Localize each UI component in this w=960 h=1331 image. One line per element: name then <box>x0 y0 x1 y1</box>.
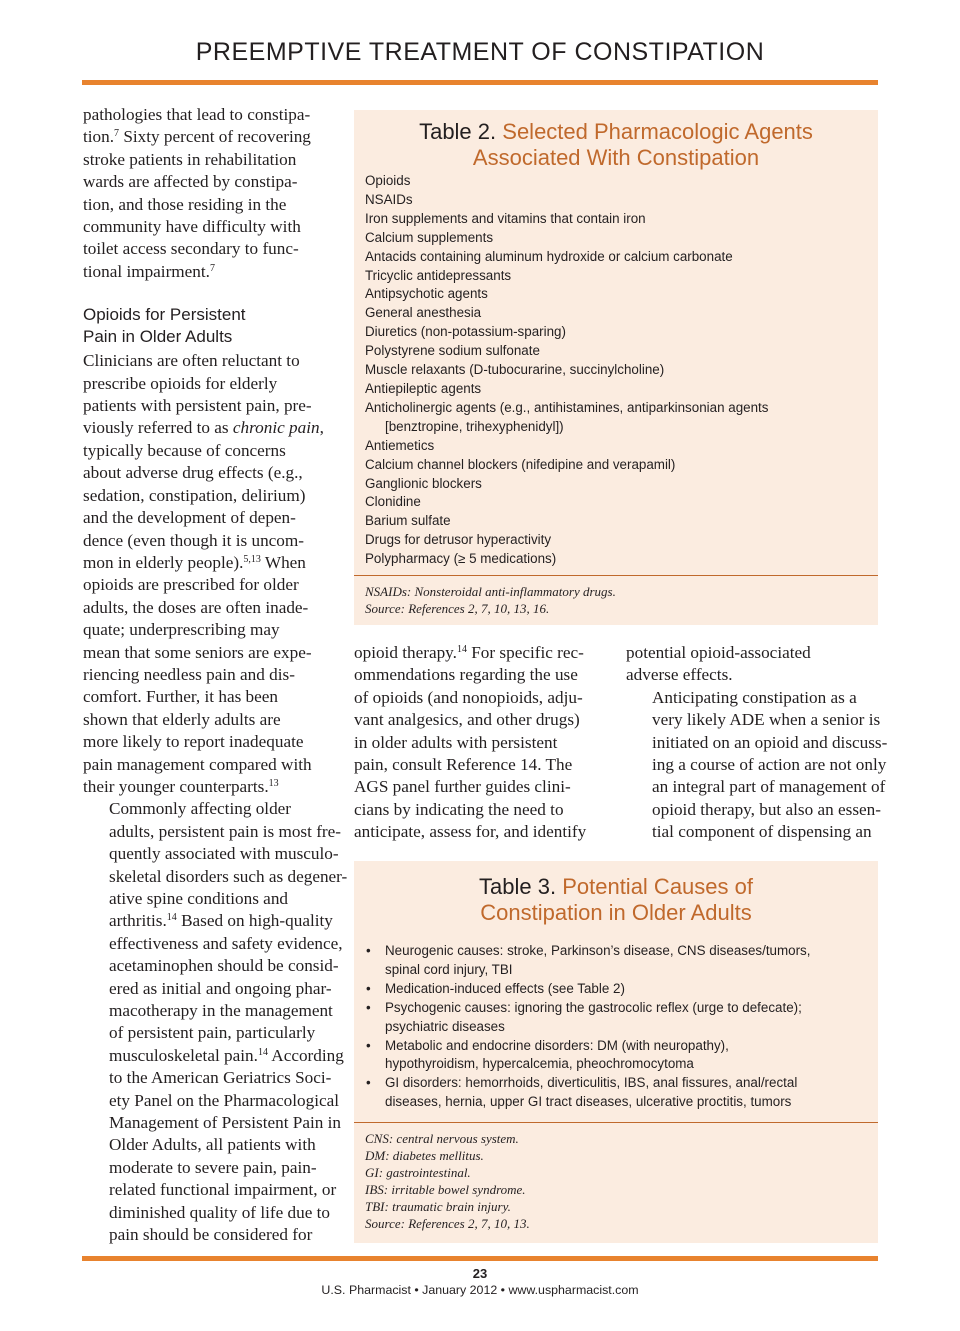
text-line: cians by indicating the need to <box>354 799 564 819</box>
list-item: Opioids <box>365 173 411 188</box>
text-line: quently associated with musculo- <box>109 844 339 864</box>
text-line: musculoskeletal pain.$^{14}$ According <box>109 1045 344 1065</box>
table-divider <box>354 575 878 576</box>
table-divider <box>354 1122 878 1123</box>
text-line: acetaminophen should be consid- <box>109 956 339 976</box>
text-line: wards are affected by constipa- <box>83 172 298 192</box>
list-item: Barium sulfate <box>365 513 451 529</box>
text-line: viously referred to as chronic pain, <box>83 418 324 438</box>
text-line: pain management compared with <box>83 754 312 774</box>
list-item: [benztropine, trihexyphenidyl]) <box>385 418 564 434</box>
text-line: adverse effects. <box>626 665 733 685</box>
list-item: Calcium supplements <box>365 229 494 245</box>
page-number: 23 <box>472 1266 488 1281</box>
table-notes <box>365 583 616 617</box>
list-item: Clonidine <box>365 494 421 510</box>
text-line: initiated on an opioid and discuss- <box>652 732 888 752</box>
text-line: shown that elderly adults are <box>83 709 281 729</box>
drug-list <box>365 172 878 569</box>
table-title: Table 3. Potential Causes of Constipation in Older Adults <box>479 874 753 925</box>
table-note: CNS: central nervous system. <box>365 1131 519 1146</box>
text-line: of persistent pain, particularly <box>109 1023 316 1043</box>
table-source: Source: References 2, 7, 10, 13. <box>365 1216 530 1231</box>
text-line: stroke patients in rehabilitation <box>83 149 297 169</box>
text-line: very likely ADE when a senior is <box>652 710 881 730</box>
list-item: • Neurogenic causes: stroke, Parkinson’s disease, CNS diseases/tumors, spinal cord injury, TBI <box>366 942 810 980</box>
running-header: PREEMPTIVE TREATMENT OF CONSTIPATION <box>195 38 765 66</box>
list-item: Antipsychotic agents <box>365 286 488 302</box>
text-line: toilet access secondary to func- <box>83 239 299 259</box>
footer-rule <box>82 1256 878 1261</box>
text-line: tion, and those residing in the <box>83 194 287 214</box>
text-line: of opioids (and nonopioids, adju- <box>354 687 583 707</box>
text-line: riencing needless pain and dis- <box>83 664 295 684</box>
text-line: pathologies that lead to constipa- <box>83 105 311 124</box>
list-item: Polystyrene sodium sulfonate <box>365 343 540 359</box>
citation: 14 <box>456 644 467 655</box>
text-line: adults, the doses are often inade- <box>83 597 309 617</box>
text-line: patients with persistent pain, pre- <box>83 396 312 416</box>
paragraph <box>83 798 348 1246</box>
text-line: tion.$^7$ Sixty percent of recovering <box>83 127 311 147</box>
text-line: tional impairment.$^7$ <box>83 261 215 281</box>
text-line: comfort. Further, it has been <box>83 687 279 707</box>
table-note: TBI: traumatic brain injury. <box>365 1199 511 1214</box>
text-line: opioid therapy.$^{14}$ For specific rec- <box>354 643 584 662</box>
table-note: GI: gastrointestinal. <box>365 1165 471 1180</box>
text-line: Clinicians are often reluctant to <box>83 351 300 371</box>
text-line: anticipate, assess for, and identify <box>354 822 587 842</box>
list-item: Ganglionic blockers <box>365 475 482 491</box>
text-line: diminished quality of life due to <box>109 1202 331 1222</box>
list-item: Muscle relaxants (D-tubocurarine, succinylcholine) <box>365 362 665 378</box>
publication-footer: U.S. Pharmacist • January 2012 • www.uspharmacist.com <box>321 1283 639 1297</box>
text-line: Older Adults, all patients with <box>109 1135 316 1155</box>
text-line: Management of Persistent Pain in <box>109 1113 341 1133</box>
text-line: mean that some seniors are expe- <box>83 642 312 662</box>
text-line: potential opioid-associated <box>626 643 811 662</box>
citation: 7 <box>209 262 215 274</box>
text-line: ered as initial and ongoing phar- <box>109 978 332 998</box>
paragraph <box>354 642 606 844</box>
text-line: community have difficulty with <box>83 217 301 237</box>
text-line: Anticipating constipation as a <box>652 687 857 707</box>
citation: 14 <box>166 912 177 924</box>
text-line: more likely to report inadequate <box>83 732 304 752</box>
table-notes <box>365 1130 530 1232</box>
text-line: AGS panel further guides clini- <box>354 777 571 797</box>
list-item: Iron supplements and vitamins that contain iron <box>365 210 646 226</box>
text-line: pain, consult Reference 14. The <box>354 755 573 775</box>
list-item: Drugs for detrusor hyperactivity <box>365 532 552 548</box>
citation: 5,13 <box>243 553 261 565</box>
text-line: ative spine conditions and <box>109 889 289 908</box>
paragraph <box>83 104 339 283</box>
citation: 7 <box>114 128 120 140</box>
text-line: quate; underprescribing may <box>83 620 280 640</box>
table-note: NSAIDs: Nonsteroidal anti-inflammatory drugs. <box>365 584 616 599</box>
table-2 <box>354 110 878 625</box>
table-title: Table 2. Selected Pharmacologic Agents Associated With Constipation <box>419 119 813 170</box>
citation: 14 <box>257 1046 268 1058</box>
text-line: in older adults with persistent <box>354 732 558 752</box>
section-subheading: Opioids for Persistent Pain in Older Adults <box>83 305 246 347</box>
table-source: Source: References 2, 7, 10, 13, 16. <box>365 601 550 616</box>
header-rule <box>82 80 878 85</box>
table-note: IBS: irritable bowel syndrome. <box>365 1182 526 1197</box>
text-line: effectiveness and safety evidence, <box>109 933 343 953</box>
text-line: sedation, constipation, delirium) <box>83 485 306 505</box>
list-item: • GI disorders: hemorrhoids, diverticulitis, IBS, anal fissures, anal/rectal diseases, hernia, upper GI tract diseases, ulcerative proctitis, tumors <box>366 1074 810 1112</box>
text-line: pain should be considered for <box>109 1225 313 1245</box>
list-item: Polypharmacy (≥ 5 medications) <box>365 551 557 567</box>
middle-column <box>354 642 606 844</box>
text-line: ing a course of action are not only <box>652 755 887 775</box>
text-line: moderate to severe pain, pain- <box>109 1157 317 1177</box>
paragraph <box>626 687 888 844</box>
text-line: Commonly affecting older <box>109 799 292 819</box>
text-line: ety Panel on the Pharmacological <box>109 1090 340 1110</box>
text-line: opioid therapy, but also an essen- <box>652 799 881 819</box>
text-line: related functional impairment, or <box>109 1180 337 1200</box>
table-note: DM: diabetes mellitus. <box>365 1148 484 1163</box>
text-line: and the development of depen- <box>83 508 296 528</box>
text-line: to the American Geriatrics Soci- <box>109 1068 332 1088</box>
list-item: • Psychogenic causes: ignoring the gastrocolic reflex (urge to defecate); psychiatric diseases <box>366 999 810 1037</box>
list-item: NSAIDs <box>365 191 413 207</box>
list-item: Antacids containing aluminum hydroxide or calcium carbonate <box>365 248 733 264</box>
list-item: Antiepileptic agents <box>365 380 482 396</box>
list-item: General anesthesia <box>365 305 482 321</box>
text-line: dence (even though it is uncom- <box>83 530 304 550</box>
text-line: tial component of dispensing an <box>652 822 872 842</box>
table-3 <box>354 861 878 1243</box>
left-column <box>83 104 348 1247</box>
text-line: arthritis.$^{14}$ Based on high-quality <box>109 911 333 931</box>
list-item: Antiemetics <box>365 437 435 453</box>
right-column <box>626 642 888 844</box>
list-item: Calcium channel blockers (nifedipine and verapamil) <box>365 456 676 472</box>
text-line: about adverse drug effects (e.g., <box>83 463 303 483</box>
paragraph <box>83 350 339 798</box>
text-line: mon in elderly people).$^{5,13}$ When <box>83 552 306 572</box>
citation: 13 <box>268 777 279 789</box>
text-line: macotherapy in the management <box>109 1001 333 1021</box>
text-line: skeletal disorders such as degener- <box>109 866 348 886</box>
list-item: Diuretics (non-potassium-sparing) <box>365 324 566 340</box>
text-line: typically because of concerns <box>83 440 286 460</box>
paragraph <box>626 642 878 687</box>
text-line: an integral part of management of <box>652 777 886 797</box>
list-item: Tricyclic antidepressants <box>365 267 512 283</box>
text-line: their younger counterparts.$^{13}$ <box>83 776 279 796</box>
text-line: adults, persistent pain is most fre- <box>109 821 341 841</box>
list-item: • Medication-induced effects (see Table 2) <box>366 980 810 999</box>
list-item: • Metabolic and endocrine disorders: DM (with neuropathy), hypothyroidism, hypercalcemia, pheochromocytoma <box>366 1037 810 1075</box>
list-item: Anticholinergic agents (e.g., antihistamines, antiparkinsonian agents <box>365 399 769 415</box>
text-line: opioids are prescribed for older <box>83 575 299 595</box>
text-line: ommendations regarding the use <box>354 665 578 685</box>
text-line: vant analgesics, and other drugs) <box>354 710 580 730</box>
causes-list <box>366 942 810 1112</box>
text-line: prescribe opioids for elderly <box>83 373 278 393</box>
